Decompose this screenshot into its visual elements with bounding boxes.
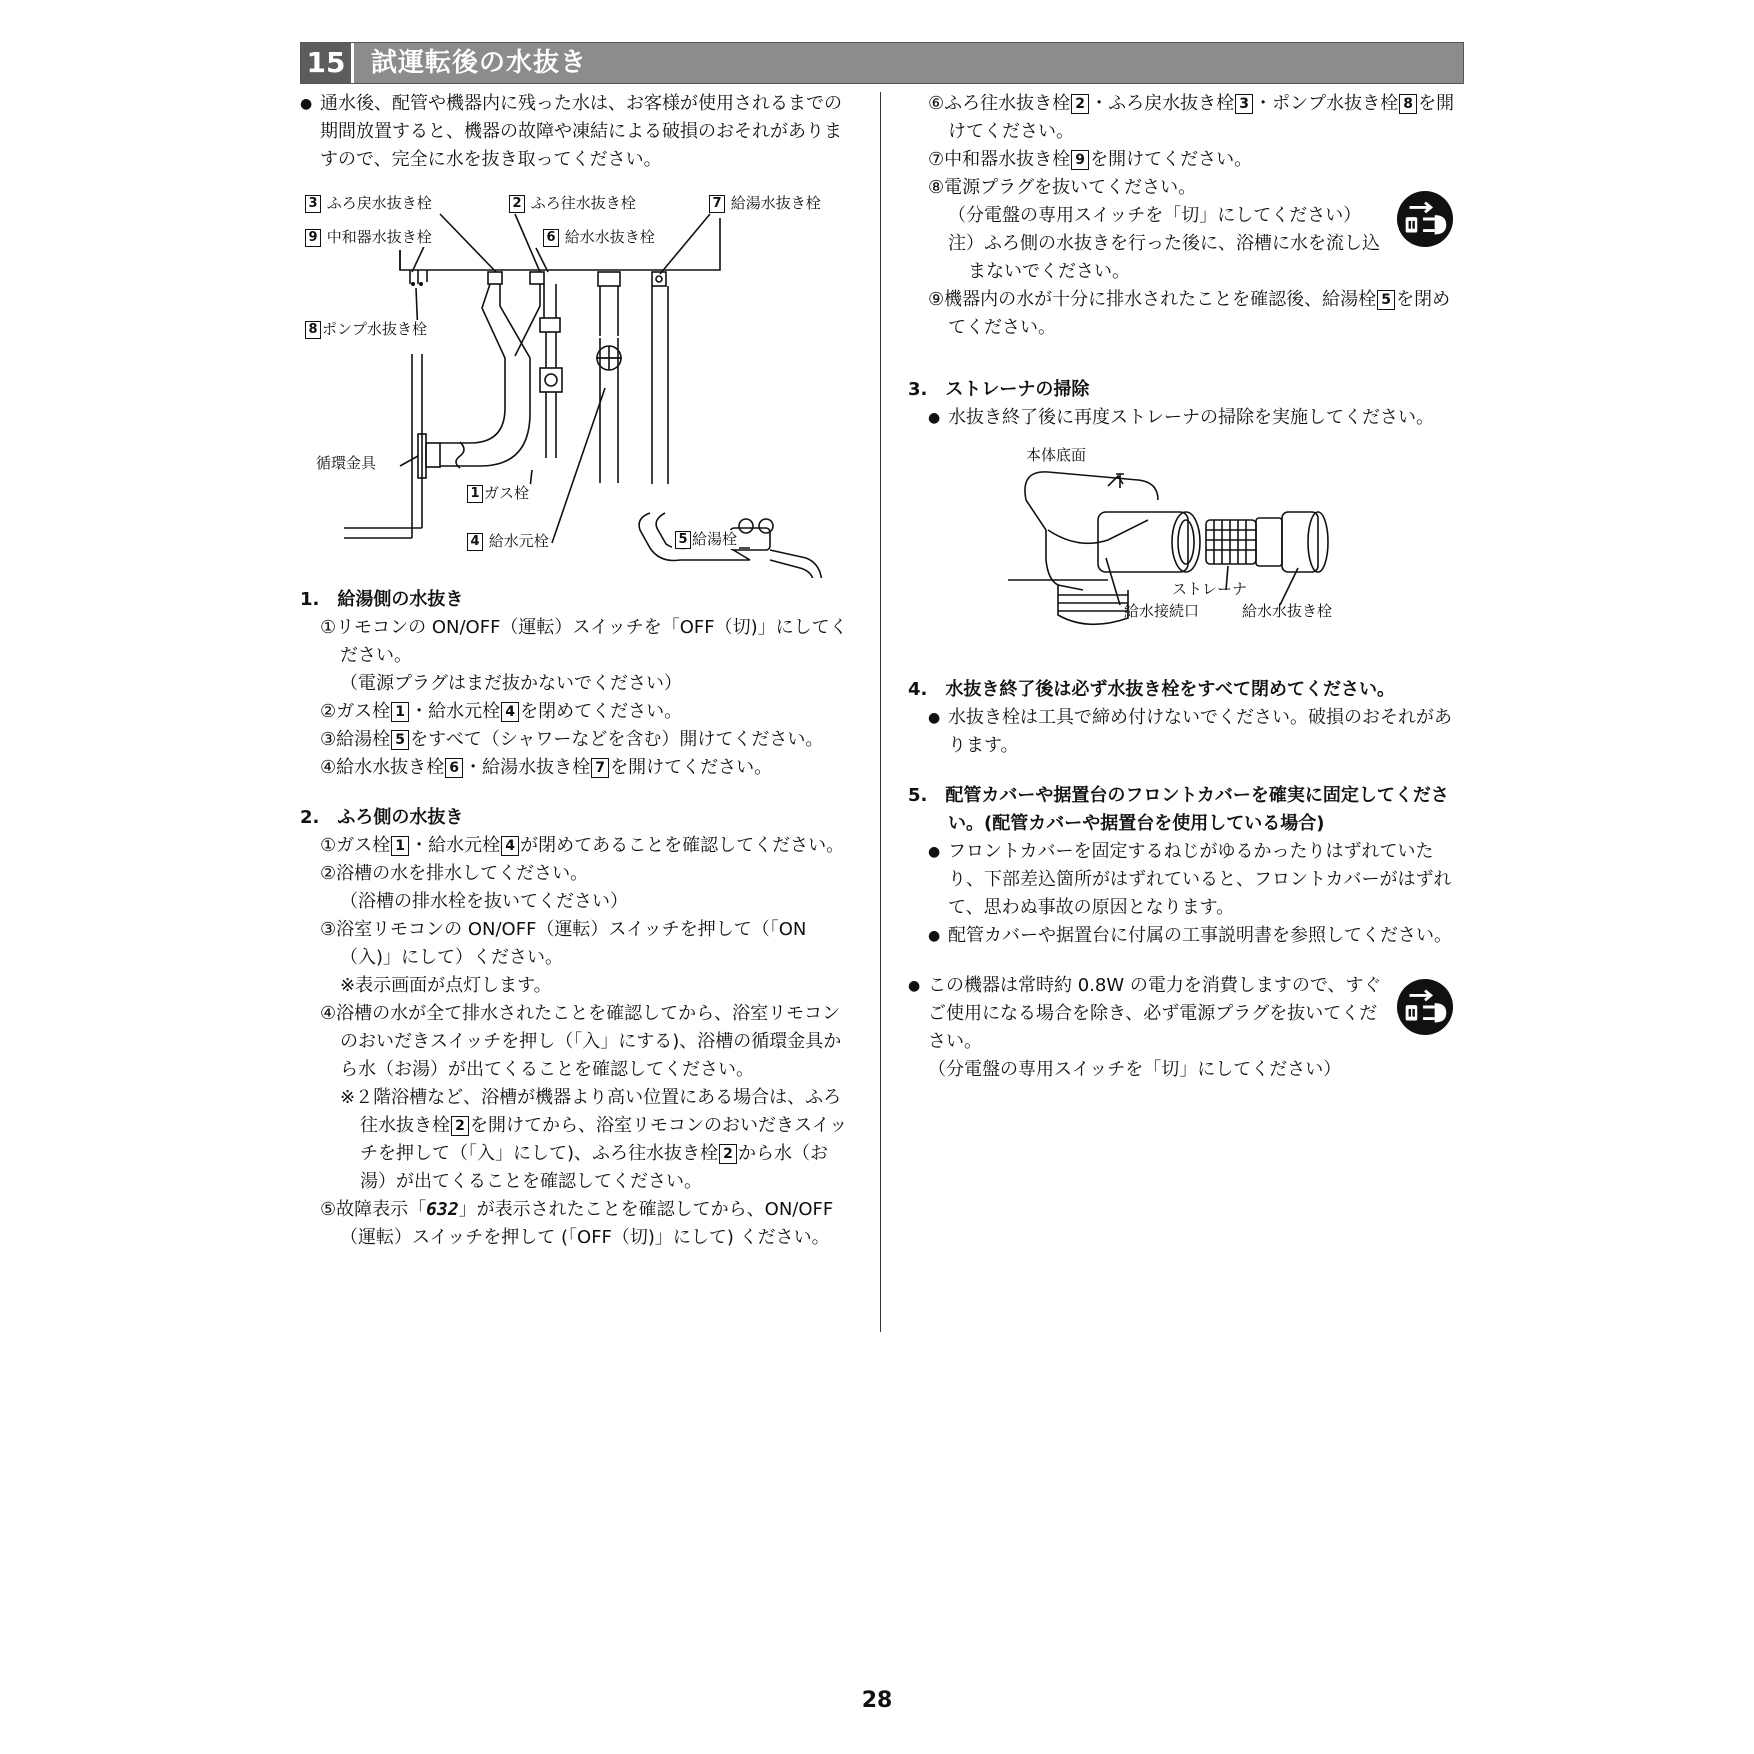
label-kyusui-nuki: 6 給水水抜き栓 [540,228,657,247]
section2-step3-note: ※表示画面が点灯します。 [340,975,552,996]
section1-step1: ①リモコンの ON/OFF（運転）スイッチを「OFF（切)」にしてください。 [320,617,848,666]
section4-title: 4. 水抜き終了後は必ず水抜き栓をすべて閉めてください。 [908,679,1395,700]
section5-bullet1: ● フロントカバーを固定するねじがゆるかったりはずれていたり、下部差込箇所がはずれていると、フロントカバーがはずれて、思わぬ事故の原因となります。 [928,838,1464,922]
label-kyusui-setsuzokuguchi: 給水接続口 [1124,602,1200,620]
piping-diagram [300,188,854,578]
unplug-icon [1396,190,1454,248]
error-code: 632 [426,1199,459,1220]
label-pump-nuki: 8 ポンプ水抜き栓 [302,320,429,339]
section2-step8: ⑧電源プラグを抜いてください。 [928,177,1197,198]
section2-step6: ⑥ふろ往水抜き栓 2 ・ふろ戻水抜き栓 3 ・ポンプ水抜き栓 8 を開けてください。 [928,93,1455,142]
section2-step3: ③浴室リモコンの ON/OFF（運転）スイッチを押して（「ON（入)」にして）ください。 [320,919,807,968]
unplug-icon [1396,978,1454,1036]
power-note-block [908,972,1464,1084]
label-kyusui-motosen: 4 給水元栓 [464,532,551,551]
section2-step8-block [908,174,1464,286]
power-note-text: ● この機器は常時約 0.8W の電力を消費しますので、すぐご使用になる場合を除き、必ず電源プラグを抜いてください。 [908,972,1384,1056]
section2-step2: ②浴槽の水を排水してください。 [320,863,589,884]
label-kyuto-sen: 5 給湯栓 [672,530,739,549]
section1-step4: ④給水水抜き栓 6 ・給湯水抜き栓 7 を開けてください。 [320,757,773,778]
section2-step1: ①ガス栓 1 ・給水元栓 4 が閉めてあることを確認してください。 [320,835,845,856]
left-column [300,90,854,1252]
label-strainer: ストレーナ [1172,580,1248,598]
label-kyuto-nuki: 7 給湯水抜き栓 [706,194,823,213]
section2-step8-note: （分電盤の専用スイッチを「切」にしてください） [948,205,1362,226]
section3-title: 3. ストレーナの掃除 [908,379,1090,400]
label-junkan-kanagu: 循環金具 [316,454,377,472]
section1-step2: ②ガス栓 1 ・給水元栓 4 を閉めてください。 [320,701,683,722]
section2-step4: ④浴槽の水が全て排水されたことを確認してから、浴室リモコンのおいだきスイッチを押し（「入」にする)、浴槽の循環金具から水（お湯）が出てくることを確認してください。 [320,1003,842,1080]
section-header [300,42,1464,84]
section1-step3: ③給湯栓 5 をすべて（シャワーなどを含む）開けてください。 [320,729,824,750]
section2-step9: ⑨機器内の水が十分に排水されたことを確認後、給湯栓 5 を閉めてください。 [928,289,1451,338]
column-divider [880,92,881,1332]
section2-step5: ⑤故障表示「632」が表示されたことを確認してから、ON/OFF（運転）スイッチを押して (「OFF（切)」にして) ください。 [320,1199,834,1248]
label-gas-sen: 1 ガス栓 [464,484,531,503]
section2-step2-note: （浴槽の排水栓を抜いてください） [340,891,628,912]
strainer-diagram [908,440,1464,640]
right-column [908,90,1464,1084]
power-note-sub: （分電盤の専用スイッチを「切」にしてください） [928,1059,1342,1080]
section1-step1-note: （電源プラグはまだ抜かないでください） [340,673,682,694]
section1-title: 1. 給湯側の水抜き [300,589,464,610]
section2-step7: ⑦中和器水抜き栓 9 を開けてください。 [928,149,1253,170]
section3-bullet: ● 水抜き終了後に再度ストレーナの掃除を実施してください。 [928,404,1464,432]
section-number: 15 [301,43,354,83]
label-hontai-teimen: 本体底面 [1026,446,1087,464]
label-chuwaki: 9 中和器水抜き栓 [302,228,434,247]
label-furo-yuki: 2 ふろ往水抜き栓 [506,194,638,213]
page-number: 28 [861,1688,893,1713]
section5-bullet2: ● 配管カバーや据置台に付属の工事説明書を参照してください。 [928,922,1464,950]
section2-step4-note: ※２階浴槽など、浴槽が機器より高い位置にある場合は、ふろ往水抜き栓 2 を開けてから、浴室リモコンのおいだきスイッチを押して（「入」にして)、ふろ往水抜き栓 2 から水（お湯）が出てくることを確認してください。 [340,1087,848,1192]
label-kyusui-nukisen: 給水水抜き栓 [1242,602,1333,620]
section2-step8-caution: 注）ふろ側の水抜きを行った後に、浴槽に水を流し込まないでください。 [948,233,1380,282]
label-furo-modori: 3 ふろ戻水抜き栓 [302,194,434,213]
intro-text: ● 通水後、配管や機器内に残った水は、お客様が使用されるまでの期間放置すると、機器の故障や凍結による破損のおそれがありますので、完全に水を抜き取ってください。 [300,90,854,174]
section2-title: 2. ふろ側の水抜き [300,807,464,828]
section-title: 試運転後の水抜き [371,48,588,78]
section4-bullet: ● 水抜き栓は工具で締め付けないでください。破損のおそれがあります。 [928,704,1464,760]
section5-title: 5. 配管カバーや据置台のフロントカバーを確実に固定してください。(配管カバーや据置台を使用している場合) [908,785,1449,834]
